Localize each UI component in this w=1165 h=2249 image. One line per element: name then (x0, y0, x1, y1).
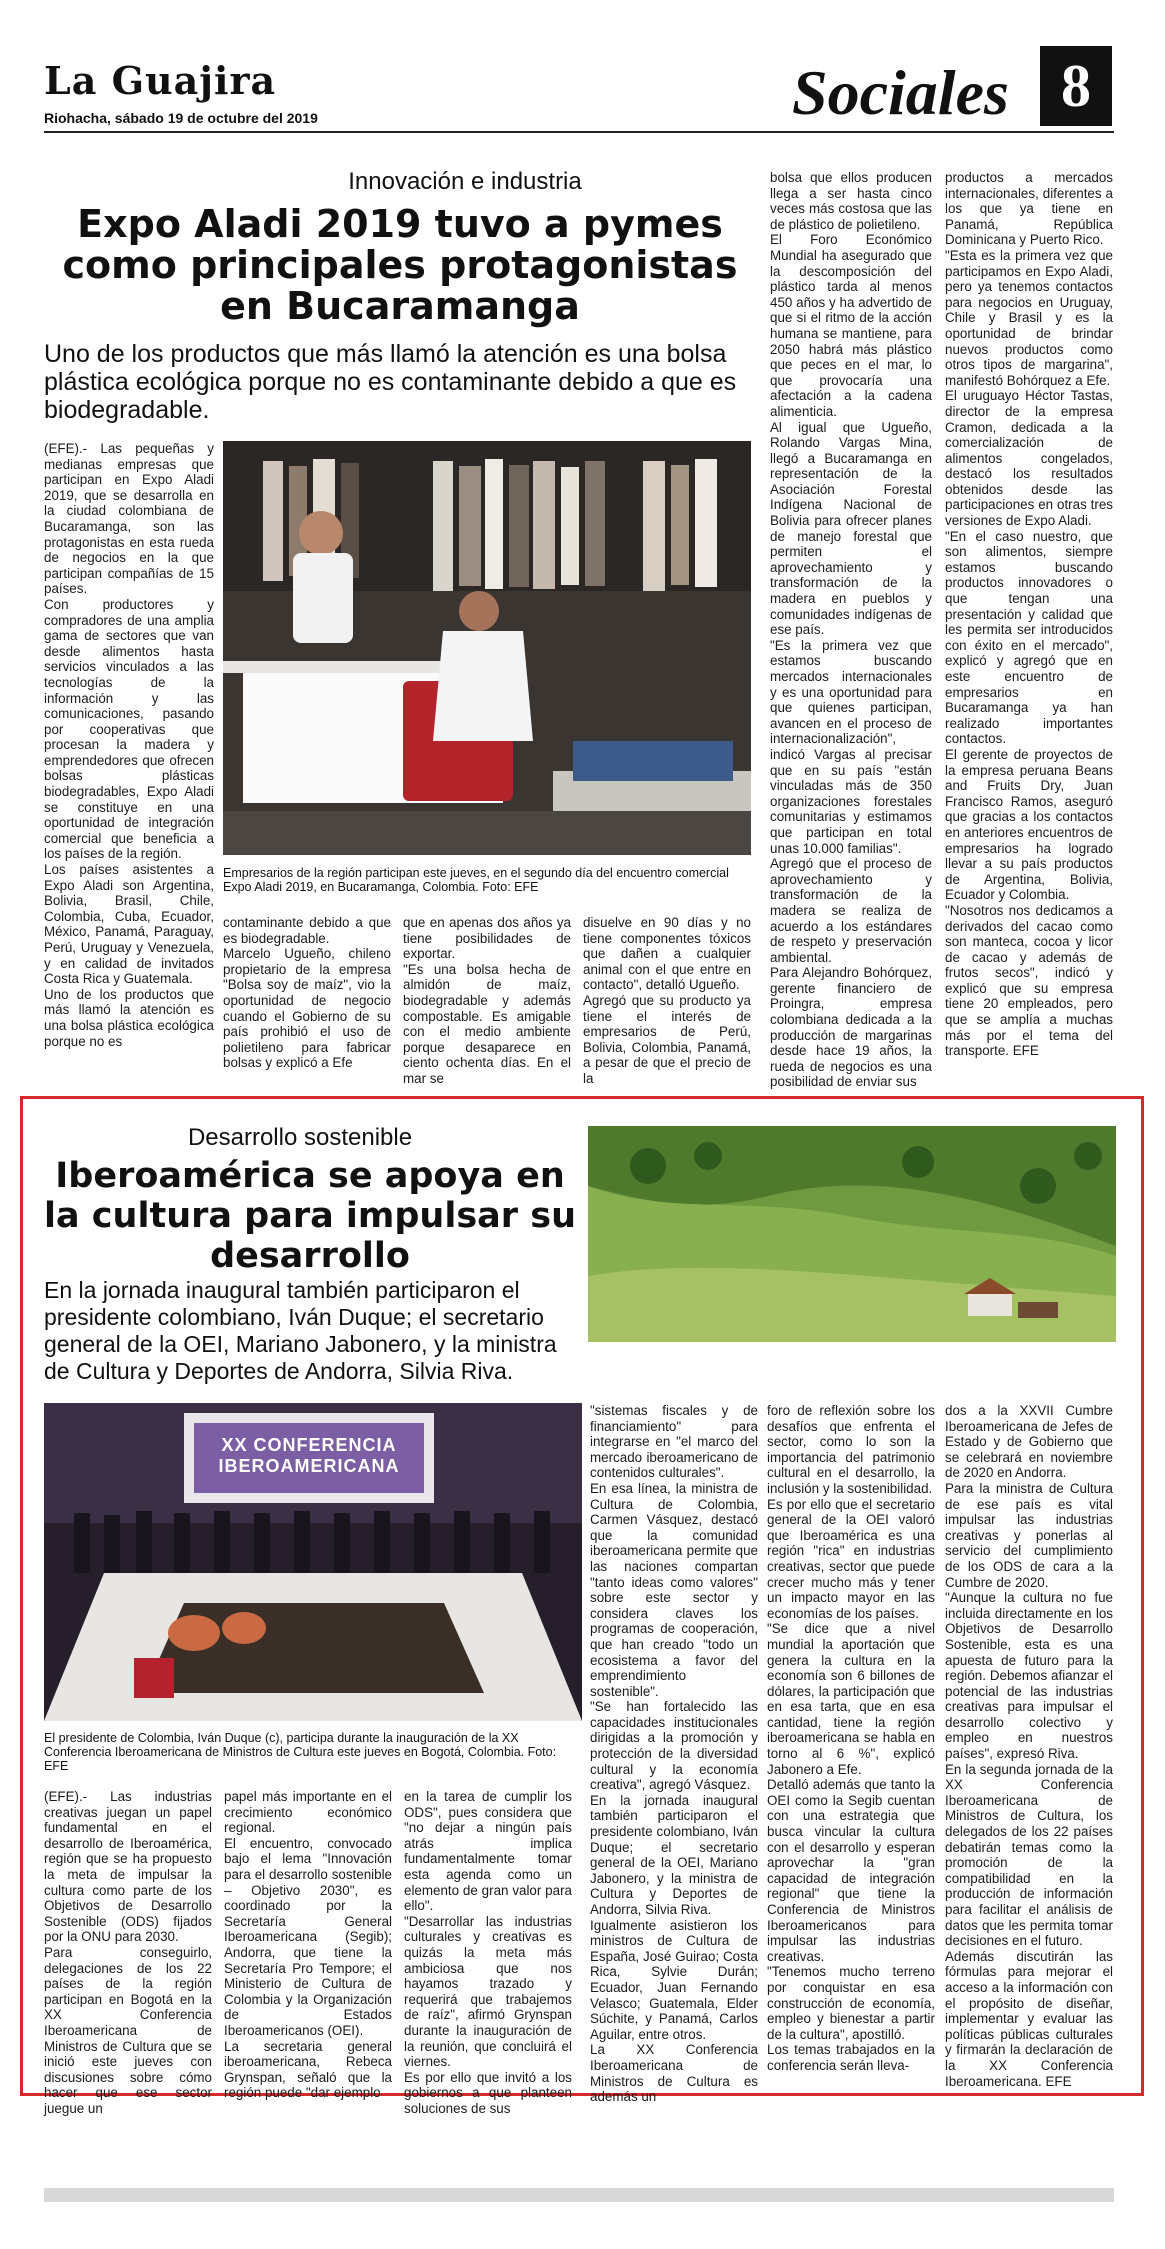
article1-headline: Expo Aladi 2019 tuvo a pymes como principales protagonistas en Bucaramanga (62, 202, 738, 328)
article2-column-3: en la tarea de cumplir los ODS", pues considera que "no dejar a ningún país atrás implica fundamentalmente tomar esta agenda como un elemento de gran valor para ello". "Desarrollar las industrias culturales y creativas es quizás la meta más ambiciosa que nos hayamos trazado y requerirá que trabajemos de raíz", afirmó Grynspan durante la inauguración de la reunión, que concluirá el viernes. Es por ello que invitó a los gobiernos a que planteen soluciones de sus (404, 1789, 572, 2116)
article1-photo-caption: Empresarios de la región participan este jueves, en el segundo día del encuentro comercial Expo Aladi 2019, en Bucaramanga, Colombia. Foto: EFE (223, 866, 729, 894)
article2-column-1: (EFE).- Las industrias creativas juegan un papel fundamental en el desarrollo de Iberoamérica, región que se ha propuesto la meta de impulsar la cultura como parte de los Objetivos de Desarrollo Sostenible (ODS) fijados por la ONU para 2030. Para conseguirlo, delegaciones de los 22 países de la región participan en Bogotá en la XX Conferencia Iberoamericana de Ministros de Cultura que se inició este jueves con discusiones sobre cómo hacer que ese sector juegue un (44, 1789, 212, 2116)
conference-photo (44, 1403, 582, 1721)
article1-column-1: (EFE).- Las pequeñas y medianas empresas que participan en Expo Aladi 2019, que se desarrolla en la ciudad colombiana de Bucaramanga, son las protagonistas en esta rueda de negocios en la que participan compañías de 15 países. Con productores y compradores de una amplia gama de sectores que van desde alimentos hasta servicios vinculados a las tecnologías de la información y las comunicaciones, pasando por cooperativas que procesan la madera y emprendedores que ofrecen bolsas plásticas biodegradables, Expo Aladi se constituye en una oportunidad de integración comercial que beneficia a los países de la región. Los países asistentes a Expo Aladi son Argentina, Bolivia, Brasil, Chile, Colombia, Cuba, Ecuador, México, Panamá, Paraguay, Perú, Uruguay y Venezuela, y en calidad de invitados Costa Rica y Guatemala. Uno de los productos que más llamó la atención es una bolsa plástica ecológica porque no es (44, 441, 214, 1049)
expo-aladi-photo-art (223, 441, 751, 855)
article1-column-6: productos a mercados internacionales, diferentes a los que ya tiene en Panamá, República Dominicana y Puerto Rico. "Esta es la primera vez que participamos en Expo Aladi, pero ya tenemos contactos para negocios en Uruguay, Chile y Brasil y es la oportunidad de brindar nuevos productos como otros tipos de margarina", manifestó Bohórquez a Efe. El uruguayo Héctor Tastas, director de la empresa Cramon, dedicada a la comercialización de alimentos congelados, destacó los resultados obtenidos desde las participaciones en otras tres versiones de Expo Aladi. "En el caso nuestro, que son alimentos, siempre estamos buscando productos innovadores o que tengan una presentación y calidad que les permita ser introducidos con éxito en el mercado", explicó y agregó que en este encuentro de empresarios en Bucaramanga ya han realizado importantes contactos. El gerente de proyectos de la empresa peruana Beans and Fruits Dry, Juan Francisco Ramos, aseguró que gracias a los contactos en anteriores encuentros de empresarios ha logrado llevar a su país productos de Argentina, Bolivia, Ecuador y Colombia. "Nosotros nos dedicamos a derivados del cacao como son manteca, cocoa y licor de cacao y además de frutos secos", indicó y explicó que su empresa tiene 20 empleados, pero que se amplía a muchas más por el tema del transporte. EFE (945, 170, 1113, 1059)
article2-kicker: Desarrollo sostenible (187, 1124, 413, 1151)
article1-column-2: contaminante debido a que es biodegradable. Marcelo Ugueño, chileno propietario de la empresa "Bolsa soy de maíz", vio la oportunidad de negocio cuando el Gobierno de su país prohibió el uso de polietileno para fabricar bolsas y explicó a Efe (223, 915, 391, 1071)
article1-column-3: que en apenas dos años ya tiene posibilidades de exportar. "Es una bolsa hecha de almidón de maíz, biodegradable y además compostable. Es amigable con el medio ambiente porque desaparece en ciento ochenta días. En el mar se (403, 915, 571, 1086)
page-number: 8 (1040, 46, 1112, 126)
article2-column-2: papel más importante en el crecimiento económico regional. El encuentro, convocado bajo el lema "Innovación para el desarrollo sostenible – Objetivo 2030", es coordinado por la Secretaría General Iberoamericana (Segib); Andorra, que tiene la Secretaría Pro Tempore; el Ministerio de Cultura de Colombia y la Organización de Estados Iberoamericanos (OEI). La secretaria general iberoamericana, Rebeca Grynspan, señaló que la región puede "dar ejemplo (224, 1789, 392, 2101)
issue-date: Riohacha, sábado 19 de octubre del 2019 (44, 110, 318, 126)
article1-column-4: disuelve en 90 días y no tiene componentes tóxicos que dañen a cualquier animal con el que entre en contacto", detalló Ugueño. Agregó que su producto ya tiene el interés de empresarios de Perú, Bolivia, Colombia, Panamá, a pesar de que el precio de la (583, 915, 751, 1086)
article1-kicker: Innovación e industria (348, 168, 582, 195)
newspaper-name: La Guajira (44, 58, 277, 103)
article2-deck: En la jornada inaugural también participaron el presidente colombiano, Iván Duque; el secretario general de la OEI, Mariano Jabonero, y la ministra de Cultura y Deportes de Andorra, Silvia Riva. (44, 1277, 557, 1384)
countryside-photo-art (588, 1126, 1116, 1342)
countryside-photo (588, 1126, 1116, 1342)
article1-column-5: bolsa que ellos producen llega a ser hasta cinco veces más costosa que las de plástico de polietileno. El Foro Económico Mundial ha asegurado que la descomposición del plástico tarda al menos 450 años y ha advertido de que si el ritmo de la acción humana se mantiene, para 2050 habrá más plástico que peces en el mar, lo que provocaría una afectación a la cadena alimenticia. Al igual que Ugueño, Rolando Vargas Mina, llegó a Bucaramanga en representación de la Asociación Forestal Indígena Nacional de Bolivia para ofrecer planes de manejo forestal que permiten el aprovechamiento y transformación de la madera en pueblos y comunidades indígenas de ese país. "Es la primera vez que estamos buscando mercados internacionales y es una oportunidad para que quienes participan, avancen en el proceso de internacionalización", indicó Vargas al precisar que en su país "están vinculadas más de 350 organizaciones forestales comunitarias y estimamos que participan en total unas 10.000 familias". Agregó que el proceso de aprovechamiento y transformación de la madera se realiza de acuerdo a los estándares de respeto y preservación ambiental. Para Alejandro Bohórquez, gerente financiero de Proingra, empresa colombiana dedicada a la producción de margarinas desde hace 19 años, la rueda de negocios es una posibilidad de enviar sus (770, 170, 932, 1090)
article2-column-6: dos a la XXVII Cumbre Iberoamericana de Jefes de Estado y de Gobierno que se celebrará en noviembre de 2020 en Andorra. Para la ministra de Cultura de ese país es vital impulsar las industrias creativas y ponerlas al servicio del cumplimiento de los ODS de cara a la Cumbre de 2020. "Aunque la cultura no fue incluida directamente en los Objetivos de Desarrollo Sostenible, esta es una apuesta de futuro para la región. Debemos afianzar el potencial de las industrias creativas para impulsar el desarrollo colectivo y empleo en nuestros países", expresó Riva. En la segunda jornada de la XX Conferencia Iberoamericana de Ministros de Cultura, los delegados de los 22 países debatirán temas como la promoción de la compatibilidad en la producción de información para facilitar el análisis de datos que les permita tomar decisiones en el futuro. Además discutirán las fórmulas para mejorar el acceso a la información con el propósito de diseñar, implementar y evaluar las políticas públicas culturales y firmarán la declaración de la XX Conferencia Iberoamericana. EFE (945, 1403, 1113, 2089)
section-title: Sociales (792, 57, 1009, 128)
conference-banner-text: XX CONFERENCIA IBEROAMERICANA (218, 1435, 400, 1476)
article2-headline: Iberoamérica se apoya en la cultura para impulsar su desarrollo (44, 1156, 576, 1276)
footer-bar (44, 2188, 1114, 2202)
expo-aladi-photo (223, 441, 751, 855)
article1-deck: Uno de los productos que más llamó la atención es una bolsa plástica ecológica porque no es contaminante debido a que es biodegradable. (44, 340, 737, 424)
article2-photo-caption: El presidente de Colombia, Iván Duque (c), participa durante la inauguración de la XX Conferencia Iberoamericana de Ministros de Cultura este jueves en Bogotá, Colombia. Foto: EFE (44, 1731, 557, 1773)
article2-column-4: "sistemas fiscales y de financiamiento" para integrarse en "el marco del mercado iberoamericano de contenidos culturales". En esa línea, la ministra de Cultura de Colombia, Carmen Vásquez, destacó que la comunidad iberoamericana permite que las naciones compartan "tanto ideas como valores" sobre este sector y considera claves los programas de cooperación, que han creado "todo un ecosistema a favor del emprendimiento sostenible". "Se han fortalecido las capacidades institucionales dirigidas a la promoción y protección de la diversidad cultural y la economía creativa", agregó Vásquez. En la jornada inaugural también participaron el presidente colombiano, Iván Duque; el secretario general de la OEI, Mariano Jabonero, y la ministra de Cultura y Deportes de Andorra, Silvia Riva. Igualmente asistieron los ministros de Cultura de España, José Guirao; Costa Rica, Sylvie Durán; Ecuador, Juan Fernando Velasco; Guatemala, Elder Súchite, y Panamá, Carlos Aguilar, entre otros. La XX Conferencia Iberoamericana de Ministros de Cultura es además un (590, 1403, 758, 2105)
article2-column-5: foro de reflexión sobre los desafíos que enfrenta el sector, como lo son la importancia del patrimonio cultural en el desarrollo, la inclusión y la sostenibilidad. Es por ello que el secretario general de la OEI valoró que Iberoamérica es una región "rica" en industrias creativas, sector que puede crecer mucho más y tener un impacto mayor en las economías de los países. "Se dice que a nivel mundial la aportación que genera la cultura en la economía son 6 billones de dólares, la participación que en esa tarta, que en esa cantidad, tiene la región iberoamericana se habla en torno al 6 %", explicó Jabonero a Efe. Detalló además que tanto la OEI como la Segib cuentan con una estrategia que busca vincular la cultura con el desarrollo y esperan aprovechar la "gran capacidad de integración regional" que tiene la Conferencia de Ministros Iberoamericanos para impulsar las industrias creativas. "Tenemos mucho terreno por conquistar en esa construcción de economía, empleo y bienestar a partir de la cultura", apostilló. Los temas trabajados en la conferencia serán lleva- (767, 1403, 935, 2073)
masthead-rule (44, 131, 1114, 133)
